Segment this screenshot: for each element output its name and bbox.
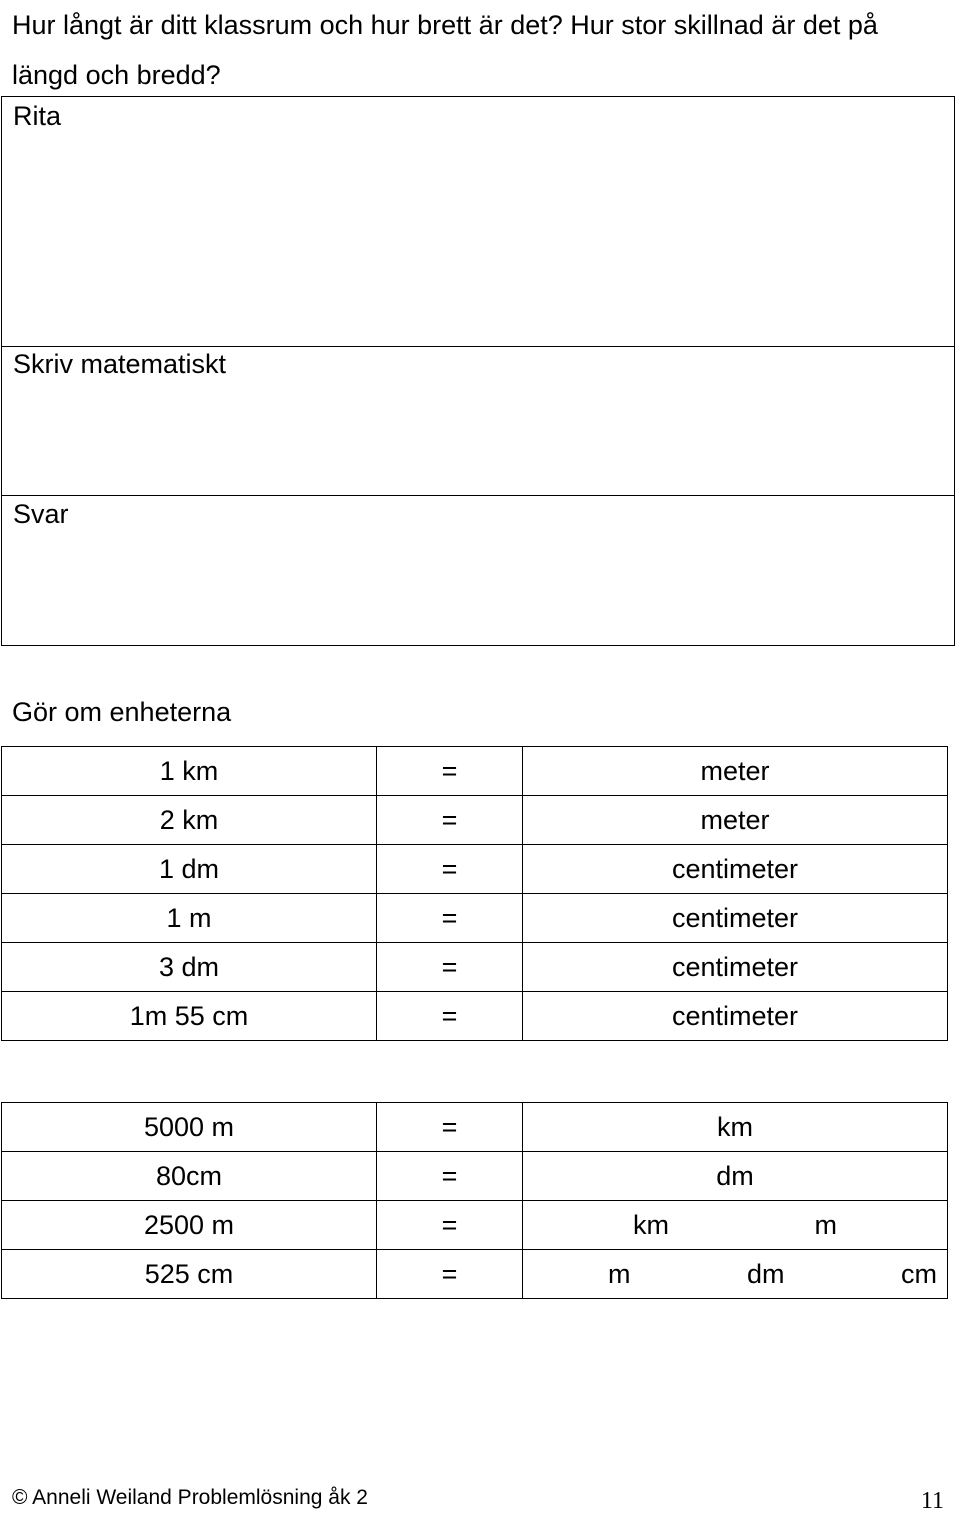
from-cell: 80cm (2, 1152, 377, 1201)
equals-cell: = (377, 1201, 523, 1250)
rita-box[interactable] (1, 96, 955, 347)
question-text (12, 0, 952, 100)
equals-cell: = (377, 992, 523, 1041)
table-row (2, 894, 948, 943)
unit-km: km (633, 1210, 669, 1240)
footer-copyright: © Anneli Weiland Problemlösning åk 2 (12, 1486, 368, 1509)
unit-group (523, 1210, 947, 1240)
conversion-table-2 (1, 1102, 948, 1299)
question-line-2: längd och bredd? (12, 60, 221, 90)
conversion-table-1 (1, 746, 948, 1041)
equals-cell: = (377, 845, 523, 894)
table-row (2, 1103, 948, 1152)
svar-label: Svar (13, 499, 69, 529)
conversion-title: Gör om enheterna (12, 697, 232, 727)
to-cell[interactable]: meter (523, 796, 948, 845)
from-cell: 1 m (2, 894, 377, 943)
from-cell: 1m 55 cm (2, 992, 377, 1041)
from-cell: 3 dm (2, 943, 377, 992)
table-row (2, 747, 948, 796)
to-cell[interactable]: centimeter (523, 992, 948, 1041)
to-cell[interactable]: km (523, 1103, 948, 1152)
unit-m: m (608, 1259, 631, 1289)
to-cell[interactable]: centimeter (523, 943, 948, 992)
table-row (2, 1201, 948, 1250)
unit-m: m (814, 1210, 837, 1240)
skriv-matematiskt-box[interactable] (1, 345, 955, 496)
to-cell[interactable]: centimeter (523, 894, 948, 943)
table-row (2, 943, 948, 992)
from-cell: 2500 m (2, 1201, 377, 1250)
skriv-matematiskt-label: Skriv matematiskt (13, 349, 227, 379)
to-cell[interactable]: dm (523, 1152, 948, 1201)
unit-group (523, 1259, 947, 1289)
table-row (2, 845, 948, 894)
equals-cell: = (377, 1103, 523, 1152)
equals-cell: = (377, 894, 523, 943)
table-row (2, 1250, 948, 1299)
to-cell[interactable] (523, 1201, 948, 1250)
to-cell[interactable]: meter (523, 747, 948, 796)
equals-cell: = (377, 796, 523, 845)
equals-cell: = (377, 1152, 523, 1201)
from-cell: 1 dm (2, 845, 377, 894)
page-number: 11 (920, 1488, 944, 1514)
equals-cell: = (377, 747, 523, 796)
table-row (2, 992, 948, 1041)
rita-label: Rita (13, 101, 62, 131)
equals-cell: = (377, 1250, 523, 1299)
svar-box[interactable] (1, 495, 955, 646)
from-cell: 525 cm (2, 1250, 377, 1299)
from-cell: 1 km (2, 747, 377, 796)
to-cell[interactable]: centimeter (523, 845, 948, 894)
unit-dm: dm (746, 1259, 785, 1289)
to-cell[interactable] (523, 1250, 948, 1299)
from-cell: 2 km (2, 796, 377, 845)
table-row (2, 796, 948, 845)
from-cell: 5000 m (2, 1103, 377, 1152)
question-line-1: Hur långt är ditt klassrum och hur brett är det? Hur stor skillnad är det på (12, 10, 878, 40)
equals-cell: = (377, 943, 523, 992)
unit-cm: cm (900, 1259, 937, 1289)
table-row (2, 1152, 948, 1201)
